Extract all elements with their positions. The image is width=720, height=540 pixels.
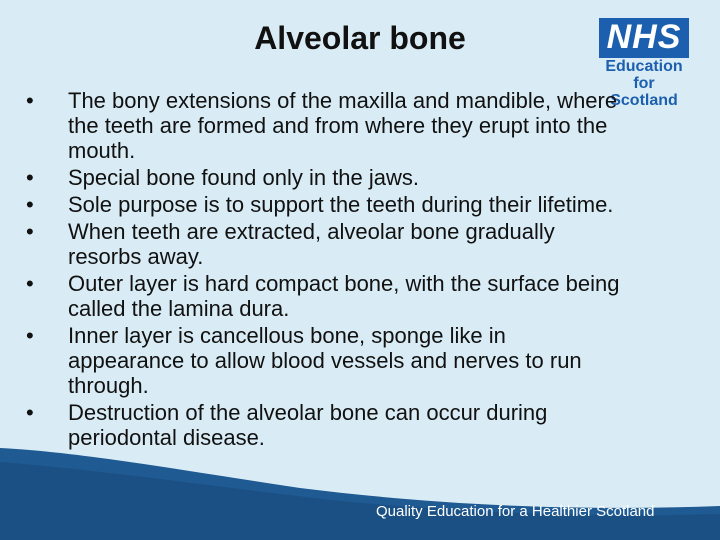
bullet-item bbox=[26, 219, 626, 269]
nhs-mark: NHS bbox=[599, 18, 690, 58]
bullet-item bbox=[26, 323, 626, 398]
bullet-text: Special bone found only in the jaws. bbox=[68, 165, 420, 190]
bullet-icon: • bbox=[26, 271, 34, 296]
bullet-item bbox=[26, 400, 626, 450]
bullet-item bbox=[26, 88, 626, 163]
footer-tagline: Quality Education for a Healthier Scotland bbox=[376, 503, 655, 520]
bullet-item bbox=[26, 192, 626, 217]
bullet-icon: • bbox=[26, 400, 34, 425]
bullet-item bbox=[26, 271, 626, 321]
logo-line-for: for bbox=[633, 75, 655, 92]
logo-line-education: Education bbox=[605, 58, 683, 75]
bullet-icon: • bbox=[26, 88, 34, 113]
bullet-text: Destruction of the alveolar bone can occur during periodontal disease. bbox=[68, 400, 548, 450]
slide-title: Alveolar bone bbox=[254, 20, 466, 56]
bullet-text: When teeth are extracted, alveolar bone gradually resorbs away. bbox=[68, 219, 555, 269]
bullet-text: Inner layer is cancellous bone, sponge like in appearance to allow blood vessels and nerves to run through. bbox=[68, 323, 582, 398]
logo-line-scotland: Scotland bbox=[610, 92, 678, 109]
bullet-text: Sole purpose is to support the teeth during their lifetime. bbox=[68, 192, 614, 217]
bullet-item bbox=[26, 165, 626, 190]
bullet-text: Outer layer is hard compact bone, with the surface being called the lamina dura. bbox=[68, 271, 620, 321]
bullet-text: The bony extensions of the maxilla and mandible, where the teeth are formed and from where they erupt into the mouth. bbox=[68, 88, 618, 163]
bullet-list bbox=[26, 88, 626, 452]
bullet-icon: • bbox=[26, 323, 34, 348]
bullet-icon: • bbox=[26, 192, 34, 217]
bullet-icon: • bbox=[26, 165, 34, 190]
bullet-icon: • bbox=[26, 219, 34, 244]
